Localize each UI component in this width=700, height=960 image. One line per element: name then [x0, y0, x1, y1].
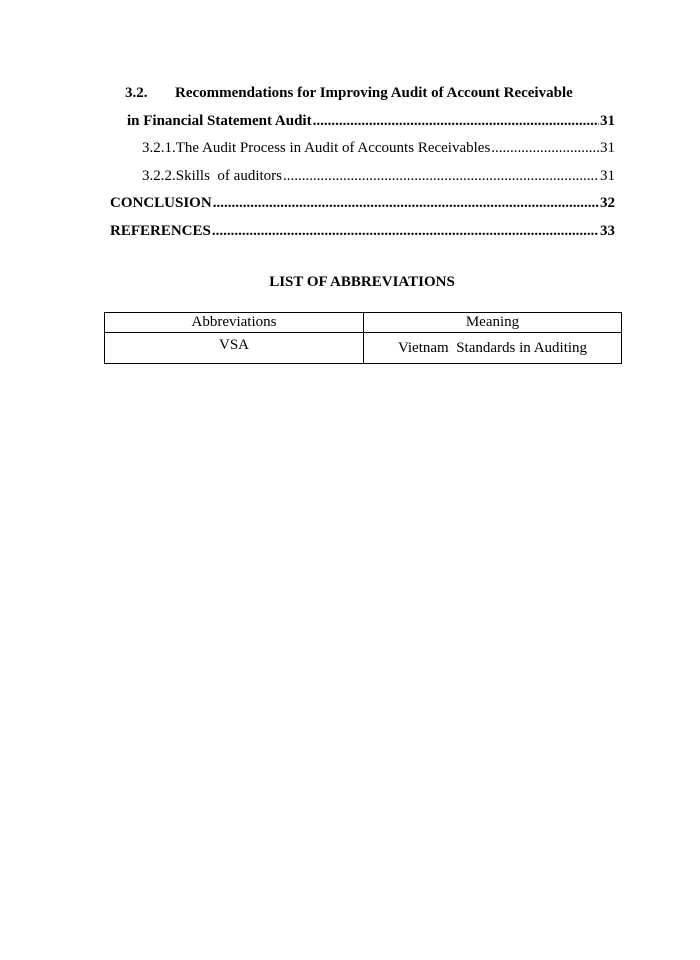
toc-title: in Financial Statement Audit: [127, 112, 312, 129]
abbreviations-table: [104, 312, 622, 364]
toc-title: Recommendations for Improving Audit of Account Receivable: [175, 85, 573, 101]
toc-number: 3.2.2.: [142, 167, 176, 184]
toc-title: REFERENCES: [110, 222, 211, 239]
toc-entry-3-2[interactable]: [110, 80, 615, 108]
toc-entry-references[interactable]: [110, 218, 615, 246]
dot-leader: [491, 135, 599, 163]
dot-leader: [212, 218, 599, 246]
dot-leader: [213, 190, 599, 218]
toc-page-number: 31: [600, 112, 615, 129]
column-header-abbreviations: Abbreviations: [105, 313, 364, 333]
toc-page-number: 33: [600, 222, 615, 239]
toc-entry-3-2-continued[interactable]: [110, 108, 615, 136]
toc-page-number: 31: [600, 140, 615, 156]
toc-entry-conclusion[interactable]: [110, 190, 615, 218]
toc-entry-3-2-1[interactable]: [110, 135, 615, 163]
toc-title: Skills of auditors: [175, 167, 283, 184]
toc-page-number: 31: [600, 167, 615, 184]
column-header-meaning: Meaning: [364, 313, 622, 333]
dot-leader: [283, 163, 599, 191]
toc-entry-3-2-2[interactable]: [110, 163, 615, 191]
meaning-cell: Vietnam Standards in Auditing: [364, 333, 622, 364]
table-header-row: [105, 313, 622, 333]
dot-leader: [313, 108, 599, 136]
toc-number: 3.2.1.: [142, 140, 176, 156]
toc-title: The Audit Process in Audit of Accounts Receivables: [175, 140, 491, 156]
table-of-contents: [110, 80, 615, 245]
toc-title: CONCLUSION: [110, 195, 212, 211]
table-row: [105, 333, 622, 364]
abbreviation-cell: VSA: [105, 333, 364, 364]
toc-number: 3.2.: [125, 85, 148, 101]
toc-page-number: 32: [600, 195, 615, 211]
abbreviations-heading: LIST OF ABBREVIATIONS: [269, 274, 455, 290]
